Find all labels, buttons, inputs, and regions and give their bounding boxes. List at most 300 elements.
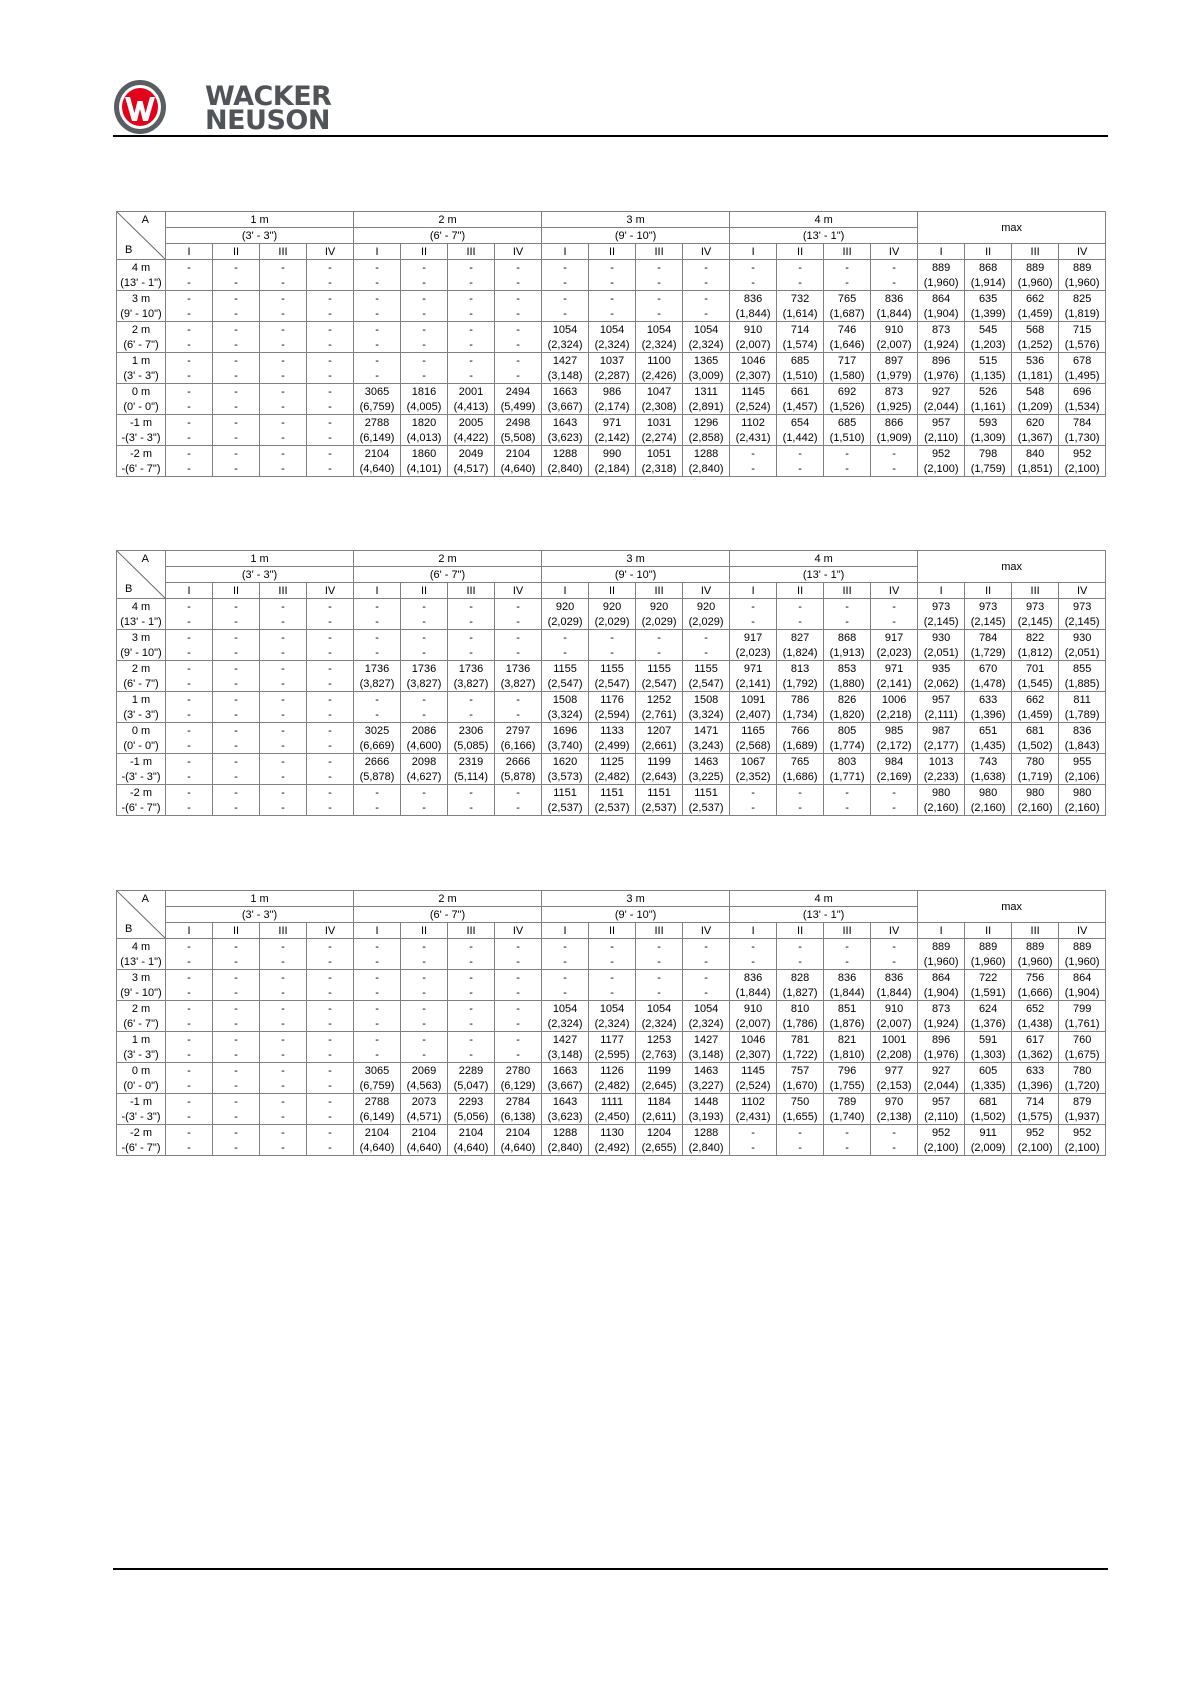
sub-header-cell: I (542, 923, 589, 939)
table-cell: (3,740) (542, 738, 589, 754)
table-cell: - (307, 661, 354, 677)
table-cell: - (213, 430, 260, 446)
table-cell: (2,431) (730, 430, 777, 446)
table-cell: - (307, 322, 354, 338)
table-cell: - (401, 692, 448, 708)
table-cell: - (307, 291, 354, 307)
row-height-label: (0' - 0") (117, 1078, 166, 1094)
row-height-label: -2 m (117, 446, 166, 462)
table-cell: 1165 (730, 723, 777, 739)
sub-header-cell: III (1012, 583, 1059, 599)
corner-label-a: A (141, 893, 149, 905)
table-cell: 1046 (730, 353, 777, 369)
table-cell: - (260, 614, 307, 630)
table-cell: 1199 (636, 754, 683, 770)
table-cell: - (307, 985, 354, 1001)
table-cell: - (213, 1125, 260, 1141)
load-table-3 (116, 890, 1106, 1156)
table-cell: - (871, 800, 918, 816)
table-cell: (2,111) (918, 707, 965, 723)
row-height-label: (13' - 1") (117, 954, 166, 970)
table-cell: (2,661) (636, 738, 683, 754)
table-cell: - (401, 260, 448, 276)
table-cell: - (166, 1063, 213, 1079)
sub-header-cell: IV (683, 583, 730, 599)
table-cell: - (260, 676, 307, 692)
table-cell: (2,492) (589, 1140, 636, 1156)
table-cell: (1,510) (824, 430, 871, 446)
table-cell: - (777, 939, 824, 955)
table-cell: (2,611) (636, 1109, 683, 1125)
table-cell: 1054 (542, 1001, 589, 1017)
table-cell: 971 (589, 415, 636, 431)
table-cell: (4,413) (448, 399, 495, 415)
table-cell: 1820 (401, 415, 448, 431)
brand-wordmark (205, 81, 332, 136)
table-cell: - (213, 614, 260, 630)
table-row (117, 661, 1106, 677)
table-cell: - (260, 692, 307, 708)
table-cell: - (260, 785, 307, 801)
table-cell: 3065 (354, 1063, 401, 1079)
table-cell: (1,755) (824, 1078, 871, 1094)
load-table-1 (116, 211, 1106, 477)
table-cell: - (495, 785, 542, 801)
table-cell: - (448, 1047, 495, 1063)
brand-line-2: NEUSON (205, 105, 330, 136)
table-cell: 1151 (589, 785, 636, 801)
row-height-label: -2 m (117, 785, 166, 801)
table-cell: 866 (871, 415, 918, 431)
sub-header-cell: III (260, 923, 307, 939)
table-cell: (6,759) (354, 399, 401, 415)
table-cell: (6,129) (495, 1078, 542, 1094)
table-cell: 780 (1059, 1063, 1106, 1079)
table-cell: (3,573) (542, 769, 589, 785)
table-cell: - (166, 353, 213, 369)
table-cell: 1151 (542, 785, 589, 801)
table-cell: - (166, 676, 213, 692)
table-cell: (1,502) (965, 1109, 1012, 1125)
table-cell: 2780 (495, 1063, 542, 1079)
sub-header-cell: III (260, 583, 307, 599)
table-cell: - (213, 1078, 260, 1094)
table-cell: (1,502) (1012, 738, 1059, 754)
table-cell: (2,324) (683, 1016, 730, 1032)
table-cell: (3,324) (683, 707, 730, 723)
table-cell: - (213, 707, 260, 723)
table-cell: 910 (730, 1001, 777, 1017)
table-cell: - (354, 614, 401, 630)
table-cell: - (495, 614, 542, 630)
header-row-meters (117, 212, 1106, 228)
group-header-meters: 1 m (166, 891, 354, 907)
table-cell: 1643 (542, 415, 589, 431)
table-cell: - (354, 599, 401, 615)
table-cell: - (401, 291, 448, 307)
table-cell: (1,252) (1012, 337, 1059, 353)
table-cell: 1184 (636, 1094, 683, 1110)
table-row (117, 446, 1106, 462)
table-cell: - (354, 954, 401, 970)
table-cell: - (213, 260, 260, 276)
table-cell: (2,891) (683, 399, 730, 415)
sub-header-cell: IV (871, 244, 918, 260)
table-cell: - (683, 630, 730, 646)
table-cell: (1,885) (1059, 676, 1106, 692)
table-cell: - (213, 1109, 260, 1125)
table-cell: - (166, 1109, 213, 1125)
table-cell: - (307, 1078, 354, 1094)
table-cell: - (683, 939, 730, 955)
table-cell: 826 (824, 692, 871, 708)
table-cell: 3025 (354, 723, 401, 739)
max-header: max (918, 891, 1106, 923)
table-cell: - (260, 954, 307, 970)
table-cell: - (542, 291, 589, 307)
table-cell: - (260, 260, 307, 276)
table-cell: - (166, 384, 213, 400)
table-cell: - (683, 970, 730, 986)
table-cell: (6,138) (495, 1109, 542, 1125)
table-cell: 786 (777, 692, 824, 708)
table-cell: - (166, 446, 213, 462)
table-cell: - (448, 707, 495, 723)
table-cell: (1,820) (824, 707, 871, 723)
table-cell: 1288 (683, 446, 730, 462)
table-cell: (4,640) (495, 461, 542, 477)
table-cell: - (166, 1032, 213, 1048)
table-cell: (1,686) (777, 769, 824, 785)
table-cell: - (213, 415, 260, 431)
group-header-meters: 4 m (730, 551, 918, 567)
table-cell: - (495, 322, 542, 338)
table-cell: 1013 (918, 754, 965, 770)
table-cell: - (307, 939, 354, 955)
table-cell: (4,640) (354, 461, 401, 477)
row-height-label: -1 m (117, 1094, 166, 1110)
table-cell: - (166, 661, 213, 677)
table-cell: 2098 (401, 754, 448, 770)
sub-header-cell: II (589, 923, 636, 939)
table-cell: (3,148) (683, 1047, 730, 1063)
row-height-label: 4 m (117, 599, 166, 615)
table-cell: 3065 (354, 384, 401, 400)
table-cell: 1051 (636, 446, 683, 462)
table-cell: - (166, 692, 213, 708)
header-row-roman (117, 583, 1106, 599)
table-cell: 536 (1012, 353, 1059, 369)
corner-label-b: B (125, 244, 133, 256)
table-cell: - (354, 800, 401, 816)
table-cell: (2,840) (542, 1140, 589, 1156)
sub-header-cell: II (589, 583, 636, 599)
table-cell: 851 (824, 1001, 871, 1017)
table-cell: 593 (965, 415, 1012, 431)
table-cell: - (166, 1078, 213, 1094)
sub-header-cell: III (448, 923, 495, 939)
table-cell: (1,719) (1012, 769, 1059, 785)
table-cell: - (448, 306, 495, 322)
table-cell: (2,524) (730, 399, 777, 415)
table-row (117, 306, 1106, 322)
table-cell: 1463 (683, 1063, 730, 1079)
table-cell: 1207 (636, 723, 683, 739)
table-cell: 889 (918, 260, 965, 276)
sub-header-cell: IV (307, 583, 354, 599)
table-cell: - (730, 446, 777, 462)
table-cell: (2,324) (636, 337, 683, 353)
table-cell: - (871, 939, 918, 955)
table-cell: - (307, 368, 354, 384)
table-cell: 633 (965, 692, 1012, 708)
footer-rule (113, 1568, 1108, 1570)
sub-header-cell: II (213, 923, 260, 939)
table-cell: - (871, 599, 918, 615)
table-cell: 757 (777, 1063, 824, 1079)
table-cell: - (260, 754, 307, 770)
table-cell: 681 (1012, 723, 1059, 739)
table-cell: - (777, 260, 824, 276)
table-cell: (1,545) (1012, 676, 1059, 692)
table-cell: 1100 (636, 353, 683, 369)
table-cell: - (260, 985, 307, 1001)
row-height-label: (0' - 0") (117, 738, 166, 754)
table-cell: 784 (965, 630, 1012, 646)
table-cell: - (213, 954, 260, 970)
table-cell: - (213, 1094, 260, 1110)
table-cell: 873 (918, 322, 965, 338)
table-cell: (1,135) (965, 368, 1012, 384)
table-cell: - (777, 800, 824, 816)
table-cell: - (448, 353, 495, 369)
table-cell: 868 (965, 260, 1012, 276)
table-cell: - (777, 614, 824, 630)
table-cell: 2104 (354, 1125, 401, 1141)
table-cell: 1427 (542, 353, 589, 369)
table-cell: - (448, 291, 495, 307)
table-cell: - (636, 954, 683, 970)
brand-logo (113, 79, 333, 137)
table-cell: (1,914) (965, 275, 1012, 291)
table-cell: - (260, 1109, 307, 1125)
table-cell: (4,640) (495, 1140, 542, 1156)
sub-header-cell: IV (683, 244, 730, 260)
table-cell: 864 (918, 291, 965, 307)
table-cell: - (777, 954, 824, 970)
table-cell: 917 (871, 630, 918, 646)
table-cell: - (495, 1032, 542, 1048)
table-cell: (1,904) (918, 306, 965, 322)
table-cell: - (495, 353, 542, 369)
sub-header-cell: II (213, 244, 260, 260)
table-cell: (2,840) (542, 461, 589, 477)
table-cell: - (213, 754, 260, 770)
table-cell: (2,761) (636, 707, 683, 723)
table-cell: (4,422) (448, 430, 495, 446)
table-cell: - (495, 1047, 542, 1063)
table-cell: 973 (1059, 599, 1106, 615)
table-cell: (6,759) (354, 1078, 401, 1094)
table-cell: - (260, 1094, 307, 1110)
sub-header-cell: II (965, 583, 1012, 599)
table-cell: 651 (965, 723, 1012, 739)
table-cell: (5,508) (495, 430, 542, 446)
table-cell: (1,924) (918, 1016, 965, 1032)
table-cell: (1,534) (1059, 399, 1106, 415)
table-cell: (2,145) (1012, 614, 1059, 630)
sub-header-cell: I (730, 923, 777, 939)
table-row (117, 970, 1106, 986)
table-cell: (2,287) (589, 368, 636, 384)
table-cell: 827 (777, 630, 824, 646)
table-cell: (2,029) (683, 614, 730, 630)
table-row (117, 738, 1106, 754)
table-cell: 781 (777, 1032, 824, 1048)
table-cell: (2,169) (871, 769, 918, 785)
table-cell: (2,160) (1059, 800, 1106, 816)
table-cell: (3,225) (683, 769, 730, 785)
table-cell: 2005 (448, 415, 495, 431)
table-cell: 980 (918, 785, 965, 801)
table-cell: (4,571) (401, 1109, 448, 1125)
table-cell: (1,740) (824, 1109, 871, 1125)
table-cell: (1,161) (965, 399, 1012, 415)
table-cell: 1130 (589, 1125, 636, 1141)
table-cell: (2,547) (683, 676, 730, 692)
table-cell: (5,878) (495, 769, 542, 785)
table-cell: 896 (918, 1032, 965, 1048)
table-cell: (1,960) (1012, 954, 1059, 970)
table-cell: 2306 (448, 723, 495, 739)
table-cell: (1,761) (1059, 1016, 1106, 1032)
table-cell: - (401, 954, 448, 970)
table-row (117, 754, 1106, 770)
table-cell: 715 (1059, 322, 1106, 338)
table-cell: - (495, 970, 542, 986)
row-height-label: 1 m (117, 1032, 166, 1048)
table-row (117, 415, 1106, 431)
table-cell: 836 (730, 970, 777, 986)
table-cell: - (401, 645, 448, 661)
table-cell: - (777, 461, 824, 477)
table-cell: (1,396) (1012, 1078, 1059, 1094)
table-cell: (1,666) (1012, 985, 1059, 1001)
sub-header-cell: I (730, 244, 777, 260)
table-cell: - (401, 275, 448, 291)
table-cell: 633 (1012, 1063, 1059, 1079)
table-cell: (1,960) (918, 954, 965, 970)
table-cell: (1,646) (824, 337, 871, 353)
table-cell: 1288 (542, 1125, 589, 1141)
row-height-label: -1 m (117, 415, 166, 431)
table-cell: - (213, 399, 260, 415)
table-cell: 990 (589, 446, 636, 462)
table-cell: - (777, 275, 824, 291)
sub-header-cell: I (918, 583, 965, 599)
group-header-feet: (9' - 10") (542, 567, 730, 583)
table-cell: (1,478) (965, 676, 1012, 692)
table-cell: - (448, 1001, 495, 1017)
table-cell: 935 (918, 661, 965, 677)
table-cell: - (777, 785, 824, 801)
table-cell: - (401, 985, 448, 1001)
table-cell: (1,526) (824, 399, 871, 415)
table-cell: - (307, 970, 354, 986)
table-cell: - (213, 322, 260, 338)
table-row (117, 692, 1106, 708)
table-row (117, 430, 1106, 446)
table-row (117, 785, 1106, 801)
table-cell: (1,442) (777, 430, 824, 446)
table-cell: - (213, 1001, 260, 1017)
table-cell: - (260, 275, 307, 291)
sub-header-cell: I (166, 583, 213, 599)
table-cell: (3,667) (542, 399, 589, 415)
corner-label-a: A (141, 214, 149, 226)
table-cell: (1,203) (965, 337, 1012, 353)
table-cell: - (166, 785, 213, 801)
table-cell: (1,687) (824, 306, 871, 322)
table-cell: 828 (777, 970, 824, 986)
table-cell: - (260, 738, 307, 754)
table-cell: 864 (918, 970, 965, 986)
table-cell: (1,638) (965, 769, 1012, 785)
table-cell: 889 (1059, 939, 1106, 955)
sub-header-cell: I (918, 923, 965, 939)
table-cell: (2,007) (871, 337, 918, 353)
table-cell: (1,376) (965, 1016, 1012, 1032)
table-cell: - (401, 353, 448, 369)
table-cell: - (495, 707, 542, 723)
table-cell: - (542, 306, 589, 322)
table-cell: (2,307) (730, 1047, 777, 1063)
table-cell: 973 (918, 599, 965, 615)
sub-header-cell: I (354, 583, 401, 599)
corner-cell (117, 212, 166, 260)
group-header-feet: (13' - 1") (730, 567, 918, 583)
table-row (117, 1109, 1106, 1125)
table-cell: - (260, 630, 307, 646)
table-cell: (1,734) (777, 707, 824, 723)
table-cell: (1,574) (777, 337, 824, 353)
table-cell: - (824, 954, 871, 970)
table-cell: 2069 (401, 1063, 448, 1079)
table-cell: 1663 (542, 384, 589, 400)
table-cell: - (542, 970, 589, 986)
table-cell: (1,303) (965, 1047, 1012, 1063)
table-cell: - (495, 692, 542, 708)
table-cell: - (260, 430, 307, 446)
table-cell: 836 (824, 970, 871, 986)
table-cell: (1,812) (1012, 645, 1059, 661)
table-cell: - (824, 461, 871, 477)
table-cell: - (448, 322, 495, 338)
table-cell: 980 (1012, 785, 1059, 801)
table-cell: - (495, 800, 542, 816)
table-cell: (1,924) (918, 337, 965, 353)
table-cell: - (354, 985, 401, 1001)
sub-header-cell: II (965, 244, 1012, 260)
table-cell: 1643 (542, 1094, 589, 1110)
table-cell: 784 (1059, 415, 1106, 431)
table-cell: - (213, 599, 260, 615)
table-cell: 662 (1012, 692, 1059, 708)
table-cell: (1,880) (824, 676, 871, 692)
table-cell: - (542, 630, 589, 646)
table-cell: - (260, 1125, 307, 1141)
table-cell: - (307, 1032, 354, 1048)
